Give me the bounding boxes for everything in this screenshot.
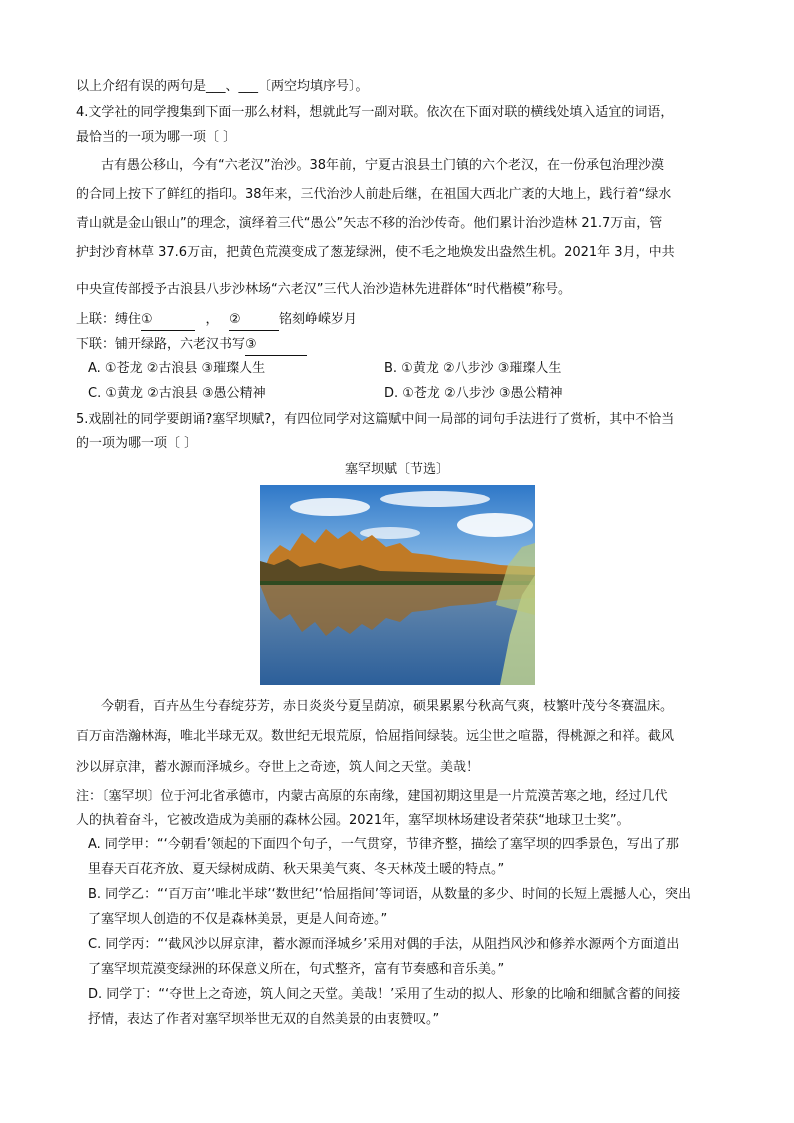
q5-option-c-line-1: C. 同学丙：“‘截风沙以屏京津，蓄水源而泽城乡’采用对偶的手法，从阻挡风沙和修养水源两个方面道出 (88, 937, 680, 952)
note-line-2: 人的执着奋斗，它被改造成为美丽的森林公园。2021年，塞罕坝林场建设者荣获“地球卫士奖”。 (76, 813, 630, 828)
couplet-upper-prefix: 上联：缚住 (76, 312, 142, 327)
q5-option-b-line-1: B. 同学乙：“‘百万亩’‘唯北半球’‘数世纪’‘恰屈指间’等词语，从数量的多少、时间的长短上震撼人心，突出 (88, 887, 691, 902)
q4-option-a: A. ①苍龙 ②古浪县 ③璀璨人生 (88, 361, 266, 376)
passage-line-5: 中央宣传部授予古浪县八步沙林场“六老汉”三代人治沙造林先进群体“时代楷模”称号。 (76, 282, 571, 297)
couplet-separator: ， (205, 312, 219, 327)
passage-line-1: 古有愚公移山，今有“六老汉”治沙。38年前，宁夏古浪县土门镇的六个老汉，在一份承包治理沙漠 (101, 158, 665, 173)
q4-option-b: B. ①黄龙 ②八步沙 ③璀璨人生 (384, 361, 562, 376)
q4-option-c: C. ①黄龙 ②古浪县 ③愚公精神 (88, 386, 266, 401)
couplet-upper (76, 310, 357, 331)
q5-option-d-line-1: D. 同学丁：“‘夺世上之奇迹，筑人间之天堂。美哉！’采用了生动的拟人、形象的比喻和细腻含蓄的间接 (88, 987, 681, 1002)
question-5-line-2: 的一项为哪一项〔 〕 (76, 436, 198, 451)
question-5-line-1: 5.戏剧社的同学要朗诵?塞罕坝赋?，有四位同学对这篇赋中间一局部的词句手法进行了赏析，其中不恰当 (76, 412, 675, 427)
q5-option-d-line-2: 抒情，表达了作者对塞罕坝举世无双的自然美景的由衷赞叹。” (88, 1012, 440, 1027)
poem-line-2: 百万亩浩瀚林海，唯北半球无双。数世纪无垠荒原，恰屈指间绿装。远尘世之喧嚣，得桃源之和祥。截风 (76, 729, 675, 744)
q4-option-d: D. ①苍龙 ②八步沙 ③愚公精神 (384, 386, 563, 401)
landscape-photo (260, 485, 535, 685)
couplet-blank-3: ③ (245, 335, 307, 356)
note-line-1: 注：〔塞罕坝〕位于河北省承德市，内蒙古高原的东南缘，建国初期这里是一片荒漠苦寒之地，经过几代 (76, 789, 668, 804)
question-4-line-2: 最恰当的一项为哪一项〔 〕 (76, 130, 237, 145)
q5-option-b-line-2: 了塞罕坝人创造的不仅是森林美景，更是人间奇迹。” (88, 912, 388, 927)
poem-title: 塞罕坝赋〔节选〕 (344, 462, 449, 477)
passage-line-4: 护封沙育林草 37.6万亩，把黄色荒漠变成了葱茏绿洲，使不毛之地焕发出盎然生机。2021年 3月，中共 (76, 245, 675, 260)
passage-line-2: 的合同上按下了鲜红的指印。38年来，三代治沙人前赴后继，在祖国大西北广袤的大地上，践行着“绿水 (76, 187, 672, 202)
couplet-lower (76, 335, 307, 356)
q5-option-a-line-1: A. 同学甲：“‘今朝看’领起的下面四个句子，一气贯穿，节律齐整，描绘了塞罕坝的四季景色，写出了那 (88, 837, 679, 852)
couplet-lower-prefix: 下联：铺开绿路，六老汉书写 (76, 337, 246, 352)
q5-option-c-line-2: 了塞罕坝荒漠变绿洲的环保意义所在，句式整齐，富有节奏感和音乐美。” (88, 962, 505, 977)
poem-line-3: 沙以屏京津，蓄水源而泽城乡。夺世上之奇迹，筑人间之天堂。美哉！ (76, 760, 480, 775)
q5-option-a-line-2: 里春天百花齐放、夏天绿树成荫、秋天果美气爽、冬天林茂土暖的特点。” (88, 862, 505, 877)
couplet-blank-2: ② (229, 310, 279, 331)
couplet-upper-suffix: 铭刻峥嵘岁月 (279, 312, 358, 327)
question-4-line-1: 4.文学社的同学搜集到下面一那么材料，想就此写一副对联。依次在下面对联的横线处填入适宜的词语， (76, 105, 674, 120)
couplet-blank-1: ① (141, 310, 195, 331)
poem-line-1: 今朝看，百卉丛生兮春绽芬芳，赤日炎炎兮夏呈荫凉，硕果累累兮秋高气爽，枝繁叶茂兮冬赛温床。 (101, 699, 674, 714)
forest-lake-image (260, 485, 535, 685)
line-answer-errors: 以上介绍有误的两句是___、___〔两空均填序号〕。 (76, 79, 369, 94)
passage-line-3: 青山就是金山银山”的理念，演绎着三代“愚公”矢志不移的治沙传奇。他们累计治沙造林 21.7万亩，管 (76, 216, 663, 231)
